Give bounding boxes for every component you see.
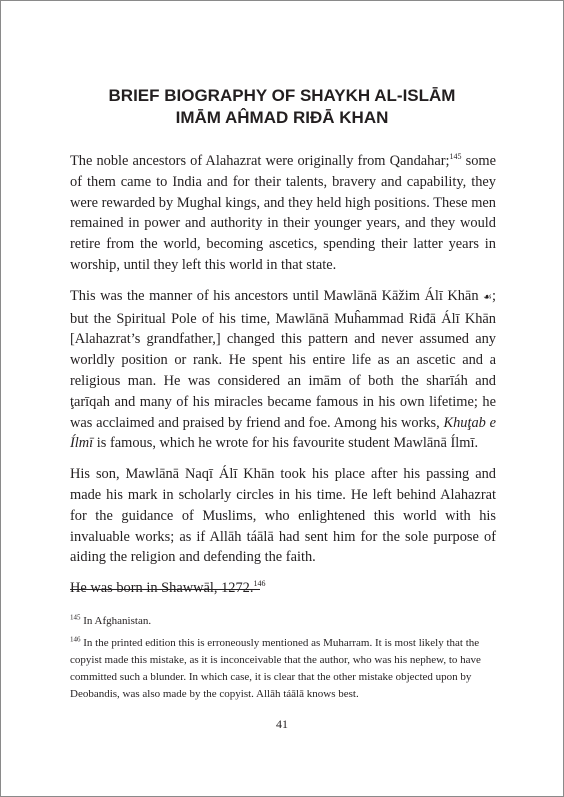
paragraph-2-text-a: This was the manner of his ancestors until Mawlānā Kāžim Álī Khān	[70, 287, 484, 304]
paragraph-3: His son, Mawlānā Naqī Álī Khān took his place after his passing and made his mark in scholarly circles in his time. He left behind Alahazrat for the guidance of Muslims, who enlightened this world with his invaluable works; as if Allāh táālā had sent him for the sole purpose of aiding the religion and defending the faith.	[70, 466, 496, 566]
honorific-symbol: ☙	[483, 291, 492, 303]
chapter-title-line-1: BRIEF BIOGRAPHY OF SHAYKH AL-ISLĀM	[108, 86, 456, 105]
footnotes	[70, 613, 496, 708]
book-title-italic: Khuţab e Ílmī	[70, 414, 496, 452]
footnote-ref-145[interactable]: 145	[449, 152, 462, 162]
footnote-number: 145	[70, 613, 81, 622]
footnote-separator	[70, 589, 260, 590]
footnote-146	[70, 635, 496, 703]
paragraph-1-text-a: The noble ancestors of Alahazrat were originally from Qandahar;	[70, 153, 450, 169]
footnote-145	[70, 613, 496, 630]
paragraph-2-text-c: is famous, which he wrote for his favourite student Mawlānā Ílmī.	[93, 435, 479, 452]
footnote-ref-146[interactable]: 146	[253, 579, 266, 589]
chapter-title-line-2: IMĀM AĤMAD RIĐĀ KHAN	[175, 108, 389, 127]
footnote-text: In the printed edition this is erroneously mentioned as Muharram. It is most likely that the copyist made this mistake, as it is inconceivable that the author, who was his nephew, to have committed such a blunder. In which case, it is clear that the other mistake objected upon by Deobandis, was also made by the copyist. Allāh táālā knows best.	[70, 637, 481, 700]
chapter-title	[1, 85, 563, 129]
footnote-text: In Afghanistan.	[80, 615, 152, 627]
paragraph-1-text-b: some of them came to India and for their talents, bravery and capability, they were rewarded by Mughal kings, and they held high positions. These men remained in power and authority in their younger years, and they would retire from the world, becoming ascetics, spending their latter years in worship, until they left this world in that state.	[70, 153, 496, 273]
paragraph-2-text-b: ; but the Spiritual Pole of his time, Mawlānā Muĥammad Riđā Álī Khān [Alahazrat’s grandfather,] changed this pattern and never assumed any worldly position or rank. He spent his entire life as an ascetic and a religious man. He was considered an imām of both the sharīáh and ţarīqah and many of his miracles became famous in his own lifetime; he was acclaimed and praised by friend and foe. Among his works,	[70, 287, 496, 431]
page-number: 41	[276, 717, 288, 731]
paragraph-2	[70, 286, 496, 454]
body-text	[70, 151, 496, 599]
footnote-number: 146	[70, 635, 81, 644]
paragraph-4-text: He was born in Shawwāl, 1272.	[70, 580, 254, 597]
paragraph-1	[70, 151, 496, 276]
